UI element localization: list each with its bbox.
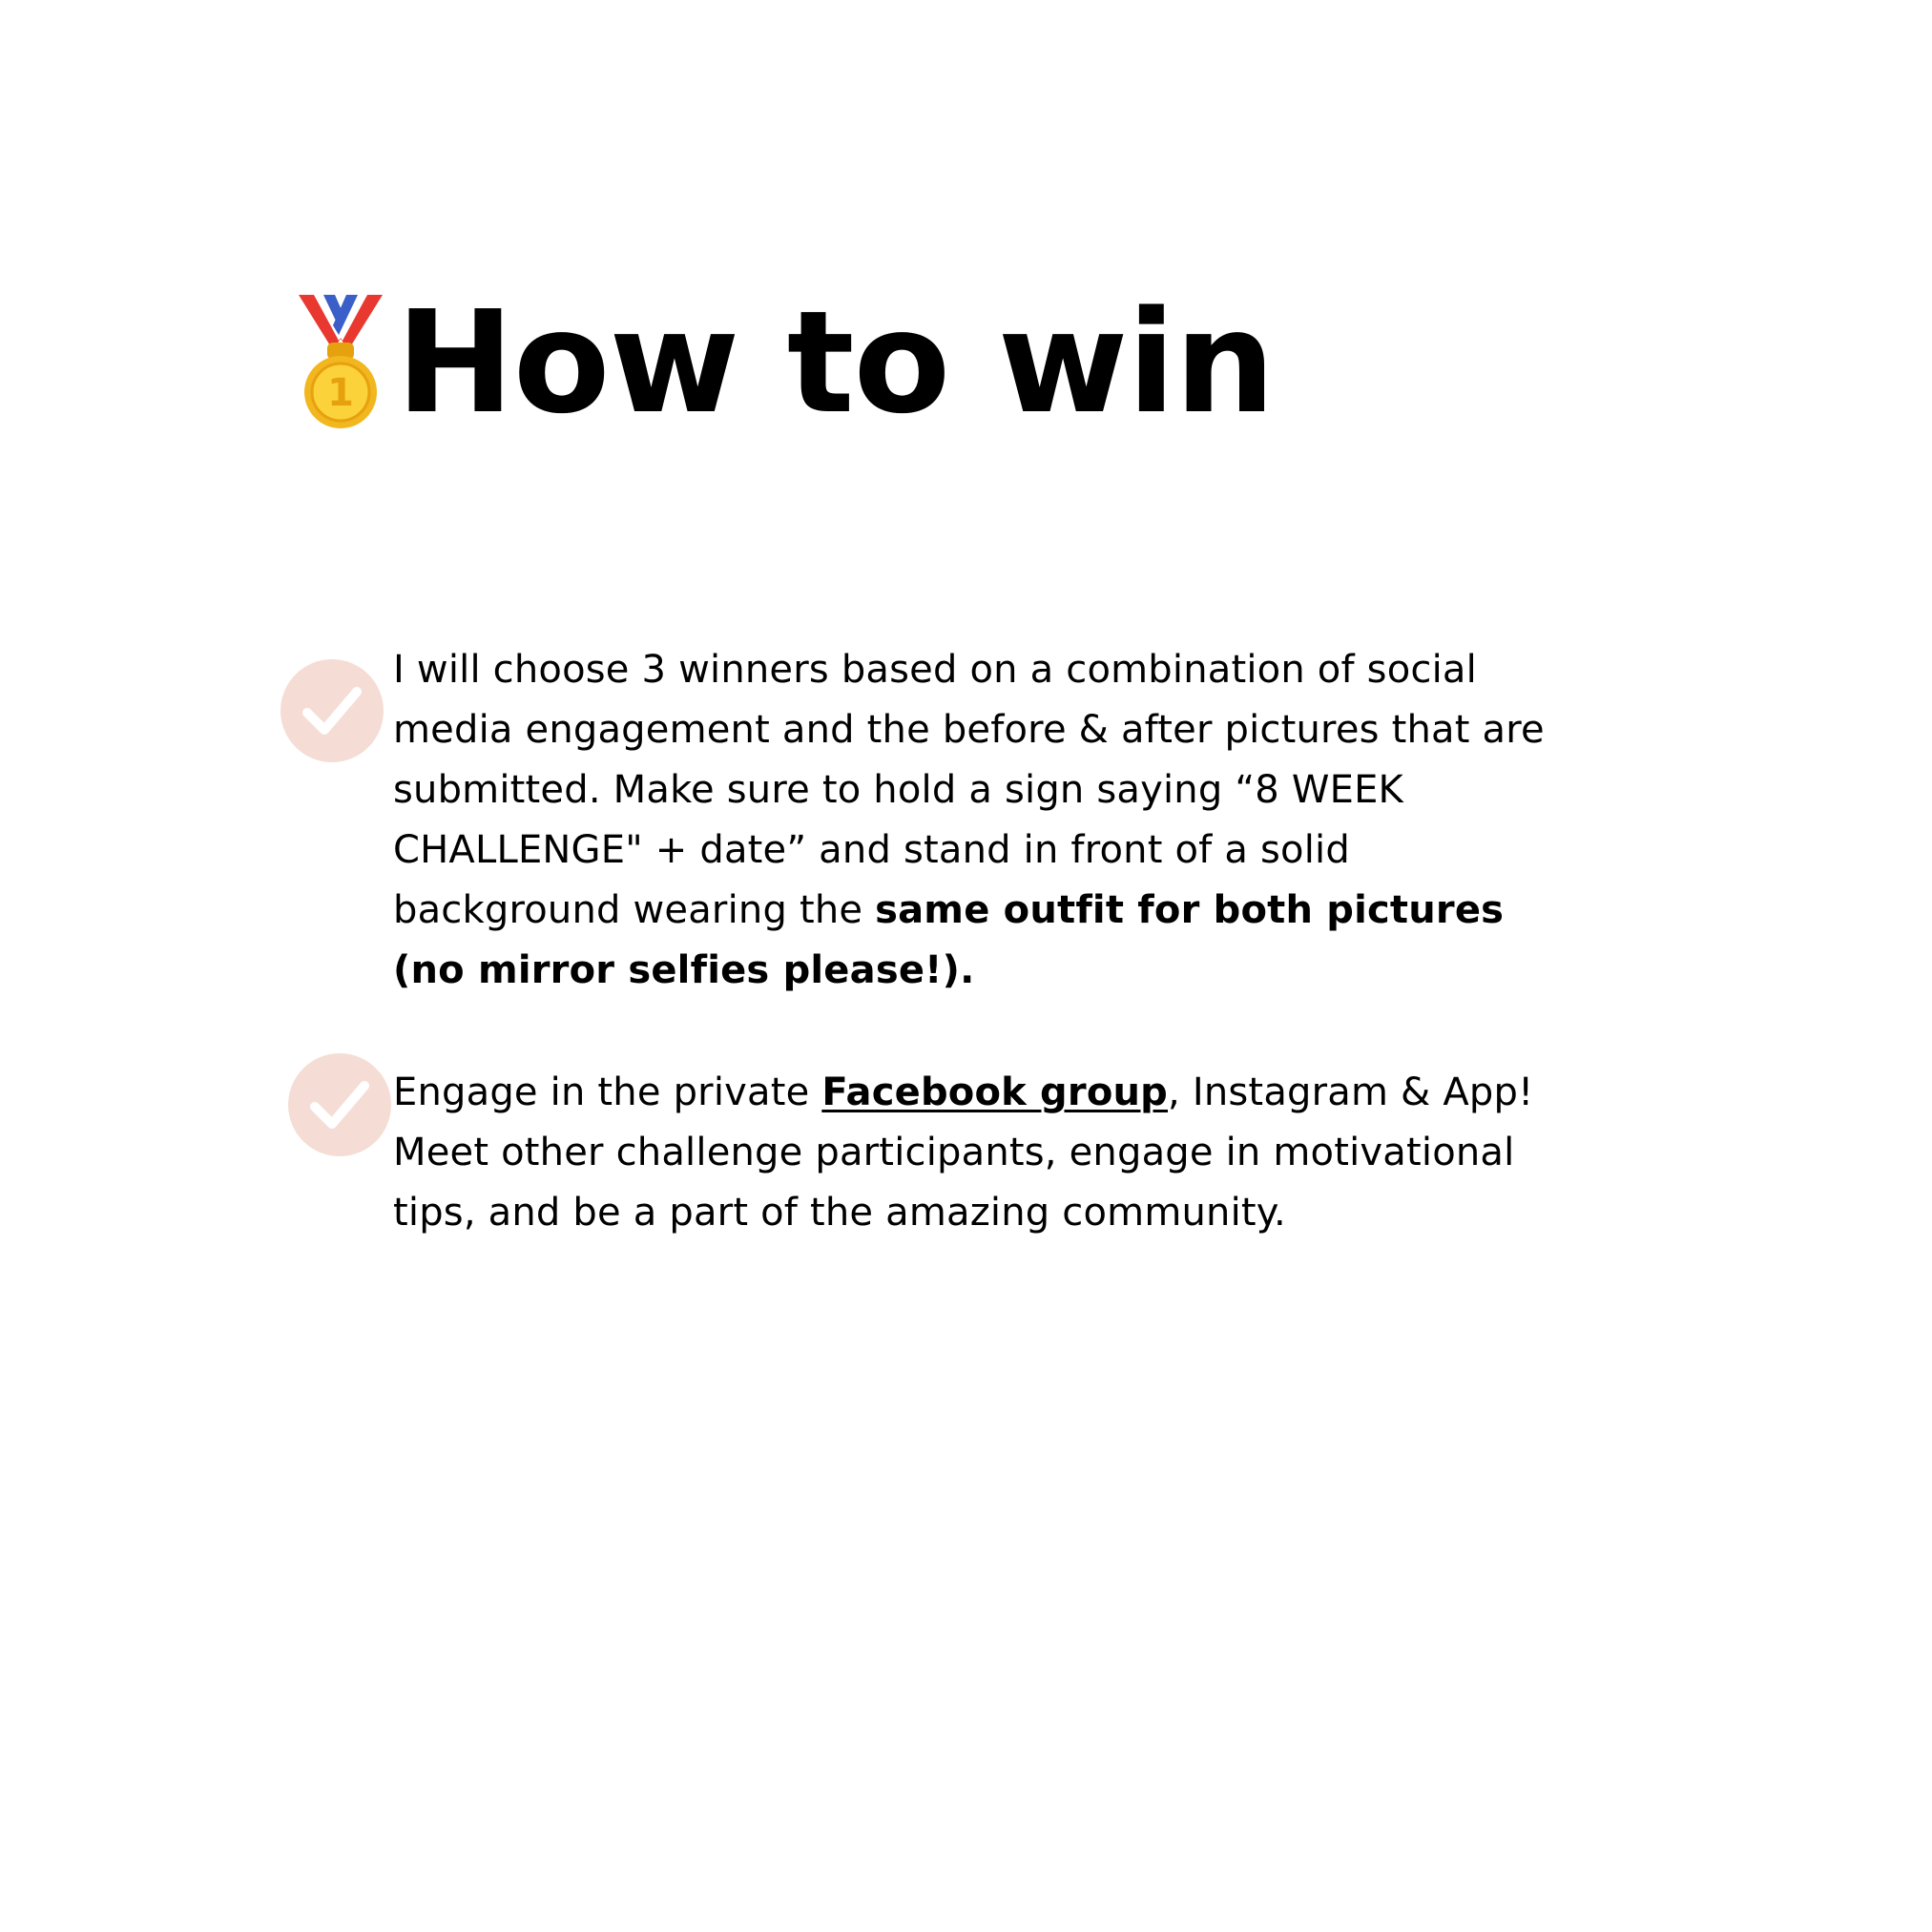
svg-text:1: 1 (327, 371, 354, 415)
page-title: How to win (396, 280, 1275, 445)
title-row (295, 280, 1275, 445)
check-circle-icon (280, 659, 384, 762)
item-text-plain: I will choose 3 winners based on a combination of social media engagement and the before & after pictures that are submitted. Make sure to hold a sign saying “8 WEEK CHALLENGE" + date” and stand in front of a solid background wearing the (393, 648, 1545, 932)
item-text-bold: same outfit for both pictures (no mirror selfies please!). (393, 888, 1505, 992)
check-circle-icon (288, 1053, 391, 1156)
item-text-before-link: Engage in the private (393, 1070, 822, 1114)
item-text (393, 1063, 1567, 1243)
list-item (393, 1063, 1567, 1243)
facebook-group-link[interactable]: Facebook group (821, 1070, 1169, 1114)
item-text (393, 640, 1567, 1001)
list-item (393, 640, 1567, 1001)
first-place-medal-icon (295, 293, 386, 432)
item-text-after-link: , Instagram & App! Meet other challenge participants, engage in motivational tips, and be a part of the amazing community. (393, 1070, 1534, 1235)
